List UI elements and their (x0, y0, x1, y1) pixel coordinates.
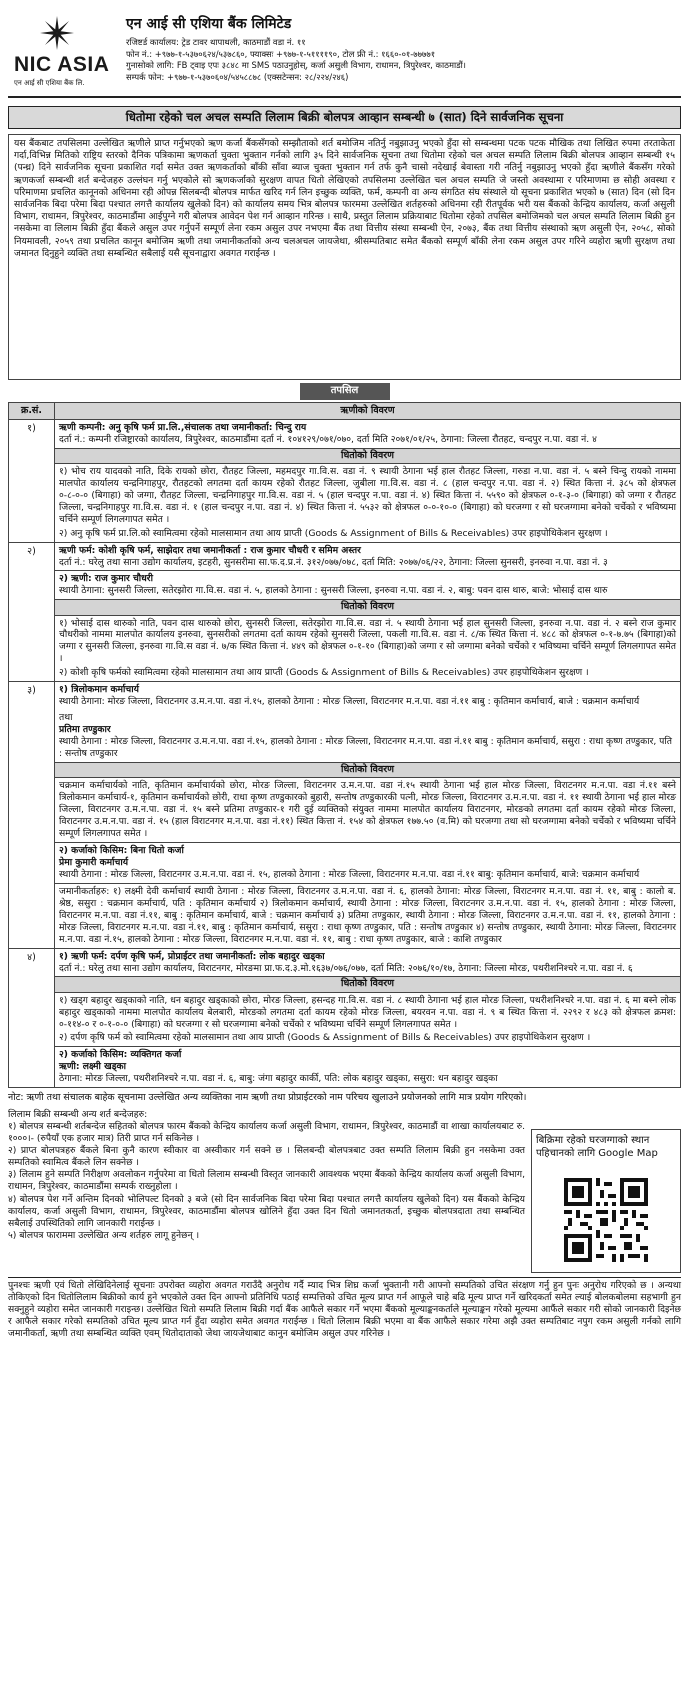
collateral-hypothecation: २) अनु कृषि फर्म प्रा.लि.को स्वामित्वमा रहेको मालसामान तथा आय प्राप्ती (Goods & Assignment of Bills & Receivables) उपर हाइपोथिकेशन सुरक्षण । (59, 527, 608, 539)
collateral-hypothecation: २) कोशी कृषि फर्मको स्वामित्वमा रहेको मालसामान तथा आय प्राप्ती (Goods & Assignment of Bills & Receivables) उपर हाइपोथिकेशन सुरक्षण । (59, 667, 589, 679)
collateral-heading: धितोको विवरण (55, 762, 680, 778)
borrower-coname: प्रतिमा तण्डुकार (59, 724, 111, 736)
collateral-hypothecation: २) दर्पण कृषि फर्म को स्वामित्वमा रहेको मालसामान तथा आय प्राप्ती (Goods & Assignment of Bills & Receivables) उपर हाइपोथिकेशन सुरक्षण । (59, 1032, 591, 1044)
borrower-secondary-name: २) ऋणी: राज कुमार चौधरी (59, 573, 153, 585)
borrower-table (8, 402, 681, 1089)
row-serial: २) (9, 542, 55, 682)
borrower-secondary-name: ऋणी: लक्ष्मी खड्का (59, 1061, 126, 1073)
collateral-detail: चक्रमान कर्माचार्यको नाति, कृतिमान कर्माचार्यको छोरा, मोरङ जिल्ला, विराटनगर उ.म.न.पा. वडा नं.१५ स्थायी ठेगाना भई हाल मोरङ जिल्ला, विराटनगर म.न.पा. वडा नं.११ बस्ने त्रिलोकमान कर्माचार्य-१, कृतिमान कर्माचार्यको छोरी, राधा कृष्ण तण्डुकारको बुहारी, सन्तोष तण्डुकारकी पत्नी, मोरङ जिल्ला, विराटनगर उ.म.न.पा. वडा नं. ११ स्थायी ठेगाना भई हाल मोरङ जिल्ला, विराटनगर उ.म.न.पा. वडा नं. १५ बस्ने प्रतिमा तण्डुकार-१ गरी दुई व्यक्तिको संयुक्त नाममा मालपोत कार्यालय विराटनगर, मोरङको लगतमा दर्ता कायम रहेको मोरङ जिल्ला, विराटनगर उ.म.न.पा. वडा नं. १५ (हाल विराटनगर म.न.पा. वडा नं.११) स्थित कित्ता नं. १५४ को क्षेत्रफल १७७.५० (व.मि) को घरजग्गा तथा सो घरजग्गामा बनेको चर्चेको र भविष्यमा चर्चिने सम्पूर्ण लिगलगापत समेत । (59, 780, 676, 839)
footer-notice: पुनश्चः ऋणी एवं धितो लेखिदिनेलाई सूचनाः उपरोक्त व्यहोरा अवगत गराउँदै अनुरोध गर्दै म्याद भित्र शिघ्र कर्जा भुक्तानी गरी आफ्नो सम्पतिको उचित संरक्षण गर्नु हुन पुनः अनुरोध गरिएको छ । अन्यथा तोकिएको दिन धितोलिलाम बिक्रीको कार्य हुने भएकोले उक्त दिन आफ्नो प्रतिनिधि पठाई सम्पत्तिको उचित मूल्य प्राप्त गर्न आफूले चाहे बढि मूल्य प्राप्त गर्ने खरिदकर्ता समेत ल्याई बोलकबोलमा सहभागी हुन सक्नुहुने व्यहोरा समेत जानकारी गराइन्छ। उल्लेखित धितो सम्पति लिलाम बिक्री गर्दा बैंक आफैले सकार गर्ने भएमा बैंकको मूल्याङ्कनकर्ताले मूल्याङ्कन गरेको मूल्यमा आफैंले सकार गरी सोको जानकारी दिइनेछ र आफैले सकार गरेको सम्पतिको उचित मूल्य प्राप्त गर्न हुँदा व्यहोरा समेत अवगत गराईन्छ । धितो लिलाम बिक्री भएमा वा बैंक आफैले सकार गरेमा अझै उक्त सम्पतिबाट नपुग रकम असुली गर्नको लागि जमानीकर्ता, ऋणी तथा सम्बन्धित व्यक्ति एवम् धितोदाताको जेथा जायजेथाबाट कानुन बमोजिम असुल उपर गरिनेछ । (8, 1277, 681, 1341)
borrower-detail: दर्ता नं.: घरेलु तथा साना उद्योग कार्यालय, इटहरी, सुनसरीमा सा.फ.द.प्र.नं. ३१२/०७७/०७८, दर्ता मिति: २०७७/०६/२२, ठेगाना: जिल्ला सुनसरी, इनरुवा न.पा. वडा नं. ३ (59, 556, 608, 568)
table-header-row (9, 402, 681, 419)
collateral-detail: १) भोच राय यादवको नाति, दिके रायको छोरा, रौतहट जिल्ला, महमदपुर गा.वि.स. वडा नं. ९ स्थायी ठेगाना भई हाल रौतहट जिल्ला, गरुडा न.पा. वडा नं. ५ बस्ने चिन्दु रायको नाममा मालपोत कार्यालय चन्द्रनिगाहपुर, रौतहटको लगतमा दर्ता कायम रहेको रौतहट जिल्ला, जुबीला गा.वि.स. वडा नं. ८ (हाल चन्दपुर न.पा. वडा नं. २) स्थित कित्ता नं. ३८५ को क्षेत्रफल ०-८-०-० (बिगाहा) को जग्गा, रौतहट जिल्ला, चन्द्रनिगाहपुर गा.वि.स. वडा नं. ५ (हाल चन्दपुर न.पा. वडा नं. ४) स्थित कित्ता नं. ५५९० को क्षेत्रफल ०-१-३-० (बिगाहा) को जग्गा र रौतहट जिल्ला, चन्द्रनिगाहपुर गा.वि.स. वडा नं. १ (हाल चन्दपुर न.पा. वडा नं. ४) स्थित कित्ता नं. ५५३२ को क्षेत्रफल ०-०-१०-० (बिगाहा) को घरजग्गा र सो घरजग्गामा बनेको चर्चेको र भविष्यमा चर्चिने सम्पूर्ण लिगलगापत समेत । (59, 465, 676, 525)
bank-contact-info (118, 8, 681, 96)
table-row (9, 419, 681, 542)
borrower-detail: दर्ता नं.: घरेलु तथा साना उद्योग कार्यालय, विराटनगर, मोरङमा प्रा.फ.द.३.मो.१६३७/०७६/०७७, दर्ता मिति: २०७६/१०/१७, ठेगाना: जिल्ला मोरङ, पथरीशनिश्चरे न.पा. वडा नं. ६ (59, 962, 633, 974)
star-logo-icon (40, 16, 74, 50)
collateral-heading: धितोको विवरण (55, 448, 680, 464)
table-row (9, 948, 681, 1088)
bank-logo (8, 8, 118, 96)
borrower-name: १) ऋणी फर्म: दर्पण कृषि फर्म, प्रोप्राईटर तथा जमानीकर्ता: लोक बहादुर खड्का (59, 950, 325, 962)
collateral-heading: धितोको विवरण (55, 976, 680, 992)
condition-item: ५) बोलपत्र फाराममा उल्लेखित अन्य शर्तहरु लागू हुनेछन् । (8, 1229, 200, 1241)
borrower-detail: दर्ता नं.: कम्पनी रजिष्ट्रारको कार्यालय, त्रिपुरेश्वर, काठमाडौंमा दर्ता नं. १०४१२९/०७१/०७०, दर्ता मिति २०७१/०१/२५, ठेगाना: जिल्ला रौतहट, चन्दपुर न.पा. वडा नं. ४ (59, 433, 597, 445)
condition-item: १) बोलपत्र सम्बन्धी शर्तबन्देज सहितको बोलपत्र फारम बैंकको केन्द्रिय कार्यालय कर्जा असुली विभाग, राधामन, त्रिपुरेश्वर, काठमाडौं वा शाखा कार्यालयबाट रु. १०००।- (रुपैयाँ एक हजार मात्र) तिरी प्राप्त गर्न सकिनेछ । (8, 1120, 525, 1144)
bank-title: एन आई सी एशिया बैंक लिमिटेड (126, 16, 292, 32)
table-row (9, 542, 681, 682)
loan-type: २) कर्जाको किसिम: बिना धितो कर्जा (59, 844, 184, 856)
borrower-secondary-detail: ठेगाना: मोरङ जिल्ला, पथरीशनिश्चरे न.पा. वडा नं. ६, बाबु: जंगा बहादुर कार्की, पति: लोक बहादुर खड्का, ससुरा: धन बहादुर खड्का (59, 1073, 498, 1085)
collateral-detail: १) भोसाई दास थारुको नाति, पवन दास थारुको छोरा, सुनसरी जिल्ला, सतेरझोरा गा.वि.स. वडा नं. ५ स्थायी ठेगाना भई हाल सुनसरी जिल्ला, इनरुवा न.पा. वडा नं. २ बस्ने राज कुमार चौधरीको नाममा मालपोत कार्यालय इनरुवा, सुनसरीको लगतमा दर्ता कायम रहेको सुनसरी जिल्ला, पकली गा.वि.स. वडा नं. ८/क स्थित कित्ता नं. ४८८ को क्षेत्रफल ०-१-७.७५ (बिगाहा)को जग्गा र सुनसरी जिल्ला, इनरुवा गा.वि.स वडा नं. ७/क स्थित कित्ता नं. ४४९ को क्षेत्रफल ०-१-१० (बिगाहा)को जग्गा र सो जग्गामा बनेको चर्चेको र भविष्यमा चर्चिने सम्पूर्ण लिगलगापत समेत । (59, 617, 676, 665)
collateral-detail: १) खड्ग बहादुर खड्काको नाति, धन बहादुर खड्काको छोरा, मोरङ जिल्ला, हसन्दह गा.वि.स. वडा नं. ८ स्थायी ठेगाना भई हाल मोरङ जिल्ला, पथरीशनिश्चरे न.पा. वडा नं. ६ मा बस्ने लोक बहादुर खड्काको नाममा मालपोत कार्यालय बेलबारी, मोरङको लगतमा दर्ता कायम रहेको मोरङ जिल्ला, बयरवन न.पा. वडा नं. ९ ब स्थित कित्ता नं. २२९२ र ४८३ को क्षेत्रफल क्रमश: ०-११४-० र ०-१-०-० (बिगाहा) को घरजग्गा र सो घरजग्गामा बनेको चर्चेको र भविष्यमा चर्चिने सम्पूर्ण लिगलगापत समेत । (59, 994, 676, 1030)
map-box-text: बिक्रिमा रहेको घरजग्गाको स्थान पहिचानको लागि Google Map (536, 1134, 658, 1159)
guarantors-list: जमानीकर्ताहरु: १) लक्ष्मी देवी कर्माचार्य स्थायी ठेगाना : मोरङ जिल्ला, विराटनगर उ.म.न.पा. वडा नं. ६, हालको ठेगाना: मोरङ जिल्ला, विराटनगर म.न.पा. वडा नं. ११, बाबु : कालो ब. श्रेष्ठ, ससुरा : चक्रमान कर्माचार्य, पति : कृतिमान कर्माचार्य २) त्रिलोकमान कर्माचार्य, स्थायी ठेगाना : मोरङ जिल्ला, विराटनगर उ.म.न.पा. वडा नं. १५, हालको ठेगाना : मोरङ जिल्ला, विराटनगर म.न.पा. वडा नं.११, बाबु : कृतिमान कर्माचार्य, बाजे : चक्रमान कर्माचार्य ३) प्रतिमा तण्डुकार, स्थायी ठेगाना : मोरङ जिल्ला, विराटनगर उ.म.न.पा. वडा नं. ११, हालको ठेगाना : मोरङ जिल्ला, विराटनगर म.न.पा. वडा नं.११, बाबु : कृतिमान कर्माचार्य, ससुरा : राधा कृष्ण तण्डुकार, पति : सन्तोष तण्डुकार ४) सन्तोष तण्डुकार, स्थायी ठेगाना: मोरङ जिल्ला, विराटनगर म.न.पा. वडा नं.१५, हालको ठेगाना : मोरङ जिल्ला, विराटनगर म.न.पा. वडा नं. ११, बाबु : राधा कृष्ण तण्डुकार, बाजे : काशि तण्डुकार (55, 883, 680, 948)
borrower-secondary-detail: स्थायी ठेगाना : मोरङ जिल्ला, विराटनगर उ.म.न.पा. वडा नं. १५, हालको ठेगाना : मोरङ जिल्ला, विराटनगर म.न.पा. वडा नं.११ बाबु: कृतिमान कर्माचार्य, बाजे: चक्रमान कर्माचार्य (59, 868, 640, 880)
bank-header (8, 8, 681, 98)
conditions-heading: लिलाम बिक्री सम्बन्धी अन्य शर्त बन्देजहरु: (8, 1108, 148, 1120)
condition-item: २) प्राप्त बोलपत्रहरु बैंकले बिना कुनै कारण स्वीकार वा अस्वीकार गर्न सक्ने छ । सिलबन्दी बोलपत्रबाट उक्त सम्पति लिलाम बिक्री हुन नसकेमा उक्त सम्पतिको स्वामित्व बैंकले लिन सक्नेछ । (8, 1144, 525, 1169)
notice-title: धितोमा रहेको चल अचल सम्पति लिलाम बिक्री बोलपत्र आव्हान सम्बन्धी ७ (सात) दिने सार्वजनिक सूचना (8, 106, 681, 129)
borrower-secondary-detail: स्थायी ठेगाना: सुनसरी जिल्ला, सतेरझोरा गा.वि.स. वडा नं. ५, हालको ठेगाना : सुनसरी जिल्ला, इनरुवा न.पा. वडा नं. २, बाबु: पवन दास थारु, बाजे: भोसाई दास थारु (59, 585, 608, 597)
bank-phone-line: फोन नं.: +९७७-१-५३७०६२४/५३७८६०, फ्याक्सः +९७७-१-५११११९०, टोल फ्री नं.: १६६०-०१-७७७७१ (126, 48, 436, 59)
qr-code-icon[interactable] (564, 1178, 648, 1262)
row-serial: ४) (9, 948, 55, 1088)
bank-grievance-line: गुनासोको लागि: FB ट्वाइ एपः ३८४८ मा SMS पठाउनुहोस्, कर्जा असुली विभाग, राधामन, त्रिपुरेश्वर, काठमाडौं। (126, 60, 466, 71)
tapsil-label: तपसिल (300, 383, 390, 400)
bank-contact-line: सम्पर्क फोन: +९७७-१-५३७०६०४/५४५८८७८ (एक्सटेन्सन: २८/२२४/२४६) (126, 71, 349, 82)
bank-address-line: रजिष्टर्ड कार्यालय: ट्रेड टावर थापाथली, काठमाडौं वडा नं. ११ (126, 36, 306, 47)
logo-text: NIC ASIA (14, 52, 110, 76)
borrower-name: १) त्रिलोकमान कर्माचार्य (59, 684, 139, 696)
condition-item: ४) बोलपत्र पेश गर्ने अन्तिम दिनको भोलिपल्ट दिनको ३ बजे (सो दिन सार्वजनिक बिदा परेमा बिदा पश्चात लगत्तै कार्यालय खुलेको दिन) यस बैंकको केन्द्रिय कार्यालय, कर्जा असुली विभाग, राधामन, त्रिपुरेश्वर, काठमाडौंमा बोलपत्र खोलिने हुँदा उक्त दिन धितो जमानतकर्ता, इच्छुक बोलपत्रदाता तथा सम्बन्धित सबैलाई उपस्थितिको लागि जानकारी गराईन्छ । (8, 1193, 525, 1229)
borrower-codetail: स्थायी ठेगाना : मोरङ जिल्ला, विराटनगर उ.म.न.पा. वडा नं.१५, हालको ठेगाना : मोरङ जिल्ला, विराटनगर म.न.पा. वडा नं.११ बाबु : कृतिमान कर्माचार्य, ससुरा : राधा कृष्ण तण्डुकार, पति : सन्तोष तण्डुकार (59, 736, 673, 760)
condition-item: ३) लिलाम हुने सम्पति निरीक्षण अवलोकन गर्नुपरेमा वा धितो लिलाम सम्बन्धी विस्तृत जानकारी आवश्यक भएमा बैंकको केन्द्रिय कार्यालय कर्जा असुली विभाग, राधामन, त्रिपुरेश्वर, काठमाडौंमा सम्पर्क राख्नुहोला । (8, 1169, 525, 1193)
logo-subtext: एन आई सी एशिया बैंक लि. (14, 79, 85, 88)
row-serial: ३) (9, 682, 55, 948)
borrower-detail: स्थायी ठेगाना: मोरङ जिल्ला, विराटनगर उ.म.न.पा. वडा नं.१५, हालको ठेगाना : मोरङ जिल्ला, विराटनगर म.न.पा. वडा नं.११ बाबु : कृतिमान कर्माचार्य, बाजे : चक्रमान कर्माचार्य (59, 696, 640, 708)
row-serial: १) (9, 419, 55, 542)
borrower-name: ऋणी कम्पनी: अनु कृषि फर्म प्रा.लि.,संचालक तथा जमानीकर्ता: चिन्दु राय (59, 421, 307, 433)
conditions-section (8, 1109, 681, 1273)
column-header-sn: क्र.सं. (9, 402, 55, 419)
column-header-desc: ऋणीको विवरण (55, 402, 681, 419)
borrower-secondary-name: प्रेमा कुमारी कर्माचार्य (59, 856, 129, 868)
conditions-list (8, 1109, 531, 1273)
collateral-heading: धितोको विवरण (55, 599, 680, 615)
borrower-name: ऋणी फर्म: कोशी कृषि फर्म, साझेदार तथा जमानीकर्ता : राज कुमार चौधरी र समिम अस्तर (59, 544, 361, 556)
loan-type: २) कर्जाको किसिम: व्यक्तिगत कर्जा (59, 1049, 182, 1061)
borrower-conjunction: तथा (59, 712, 73, 724)
notice-note: नोट: ऋणी तथा संचालक बाहेक सूचनामा उल्लेखित अन्य व्यक्तिका नाम ऋणी तथा प्रोप्राईटरको नाम परिचय खुलाउने प्रयोजनको लागि मात्र प्रयोग गरिएको। (8, 1092, 527, 1104)
notice-intro: यस बैंकबाट तपसिलमा उल्लेखित ऋणीले प्राप्त गर्नुभएको ऋण कर्जा बैंकसँगको सम्झौताको शर्त बमोजिम नतिर्नु नबुझाउनु भएको हुँदा सो सम्बन्धमा पटक पटक मौखिक तथा लिखित रुपमा तरताकेता गर्दा,विभिन्न मितिको राष्ट्रिय स्तरको दैनिक पत्रिकामा ऋणकर्ता चुक्ता भुक्तान गर्नको लागि ३५ दिने सार्वजनिक सूचना तथा धितोमा रहेको चल अचल सम्पति लिलाम बिक्री बोलपत्र आव्हान सम्बन्धी १५ (पन्ध्र) दिने सार्वजनिक सूचना प्रकाशित गर्दा समेत उक्त ऋणकर्ताको बाँकी साँवा ब्याज चुक्ता भुक्तान गर्न तर्फ कुनै चासो नदेखाई बेवास्ता गरी नतिर्नु नबुझाउनु भएको हुँदा ऋणीले बैंकसँग गरेको ऋणकर्जा सम्बन्धी शर्त बन्देजहरु उल्लंघन गर्नु भएकोले सो ऋणकर्जाको सुरक्षण वापत धितो लेखिएको तपसिलमा उल्लेखित चल अचल सम्पति जे जस्तो अवस्थामा र परिमाणमा छ सोही अवस्था र परिमाणमा प्रचलित कानूनको अधिनमा रही ओपन्न सिलबन्दी बोलपत्र मार्फत खरिद गर्न लिन इच्छुक व्यक्ति, फर्म, कम्पनी वा अन्य संगठित संघ संस्थाले यो सूचना प्रकाशित भएको ७ (सात) दिन (सो दिन सार्वजनिक बिदा परेमा बिदा पश्चात लगत्तै कार्यालय खुलेको दिन) को कार्यालय समय भित्र बोलपत्र फारममा उल्लेखित शर्तहरुको अधिनमा रही रीतपूर्वक भरी यस बैंकको केन्द्रिय कार्यालय, कर्जा असुली विभाग, राधामन, त्रिपुरेश्वर, काठमाडौंमा आईपुग्ने गरी बोलपत्र आवेदन पेश गर्न आव्हान गरिन्छ । साथै, प्रस्तुत लिलाम प्रक्रियाबाट धितोमा रहेको तपसिल बमोजिमको चल अचल सम्पति लिलाम बिक्री हुन नसकेमा वा लिलाम बिक्री हुँदा बैंकले असुल उपर गर्नुपर्ने सम्पूर्ण लेना रकम असुल उपर नभएमा बैंक तथा वित्तीय संस्था सम्बन्धी ऐन, २०७३, बैंक तथा वित्तीय संस्थाको ऋण असुली ऐन, २०५८, सोको नियमावली, २०५९ तथा प्रचलित कानून बमोजिम ऋणी तथा जमानीकर्ताको अन्य चलअचल जायजेथा, श्रीसम्पतिबाट समेत बैंकको सम्पूर्ण बाँकी लेना रकम असुल उपर गरिने व्यहोरा ऋणी सुरक्षण तथा जमानत दिनुहुने व्यक्ति तथा सम्बन्धित सबैलाई यसै सूचनाद्वारा अवगत गराईन्छ । (8, 134, 681, 380)
google-map-box (531, 1129, 681, 1273)
table-row (9, 682, 681, 948)
